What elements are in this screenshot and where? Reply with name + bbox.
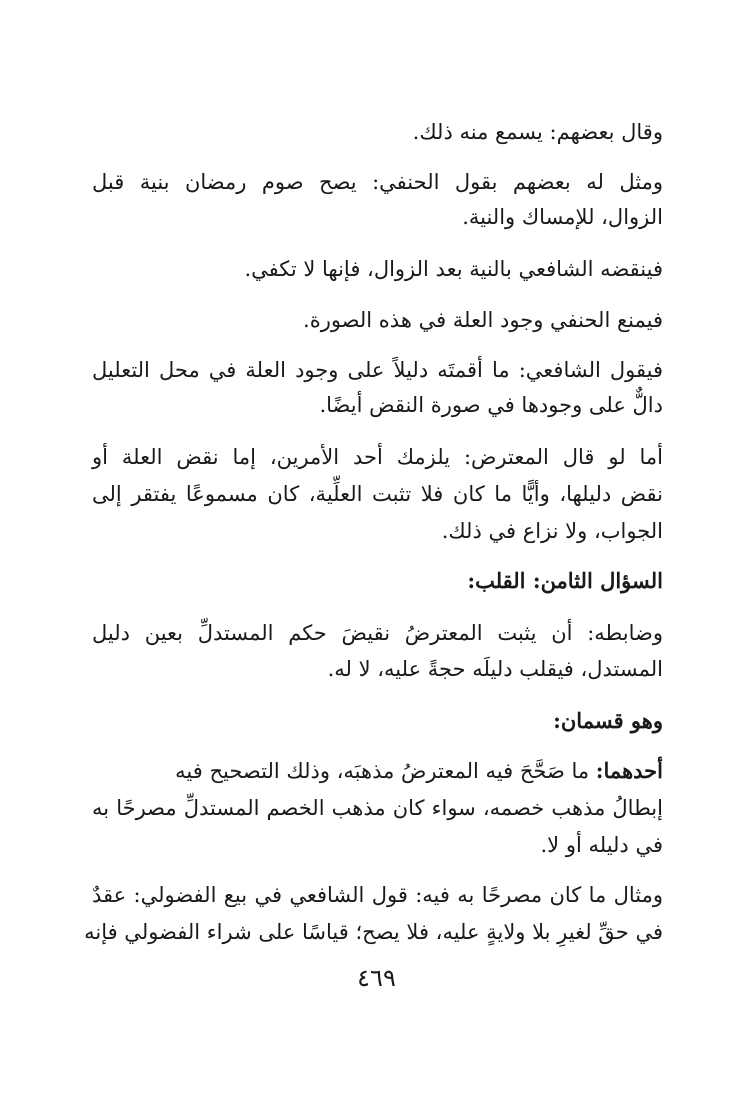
- text-line: في حقِّ لغيرِ بلا ولايةٍ عليه، فلا يصح؛ قياسًا على شراء الفضولي فإنه: [84, 920, 663, 944]
- text-line: فيمنع الحنفي وجود العلة في هذه الصورة.: [303, 308, 663, 332]
- text-line: الزوال، للإمساك والنية.: [462, 205, 663, 229]
- text-line: نقض دليلها، وأيًّا ما كان فلا تثبت العلِّية، كان مسموعًا يفتقر إلى: [92, 482, 663, 506]
- text-line: في دليله أو لا.: [540, 833, 663, 857]
- text-line: [92, 756, 663, 786]
- page-number: ٤٦٩: [357, 964, 396, 992]
- text-line: فيقول الشافعي: ما أقمتَه دليلاً على وجود العلة في محل التعليل: [92, 358, 663, 382]
- text-line: المستدل، فيقلب دليلَه حجةً عليه، لا له.: [327, 657, 663, 681]
- text-line: ومثال ما كان مصرحًا به فيه: قول الشافعي في بيع الفضولي: عقدٌ: [92, 883, 663, 907]
- text-line: وقال بعضهم: يسمع منه ذلك.: [412, 120, 663, 144]
- section-heading: السؤال الثامن: القلب:: [467, 568, 663, 593]
- text-line: فينقضه الشافعي بالنية بعد الزوال، فإنها لا تكفي.: [244, 257, 663, 281]
- text-line: الجواب، ولا نزاع في ذلك.: [441, 519, 663, 543]
- paragraph-lead: أحدهما:: [595, 758, 663, 783]
- subsection-heading: وهو قسمان:: [553, 708, 663, 733]
- text-fragment: ما صَحَّحَ فيه المعترضُ مذهبَه، وذلك التصحيح فيه: [175, 759, 596, 783]
- text-line: وضابطه: أن يثبت المعترضُ نقيضَ حكم المستدلِّ بعين دليل: [92, 621, 663, 645]
- text-line: أما لو قال المعترض: يلزمك أحد الأمرين، إما نقض العلة أو: [92, 445, 663, 469]
- text-line: ومثل له بعضهم بقول الحنفي: يصح صوم رمضان بنية قبل: [92, 170, 663, 194]
- text-line: إبطالُ مذهب خصمه، سواء كان مذهب الخصم المستدلِّ مصرحًا به: [92, 796, 663, 820]
- text-line: دالٌّ على وجودها في صورة النقض أيضًا.: [319, 393, 663, 417]
